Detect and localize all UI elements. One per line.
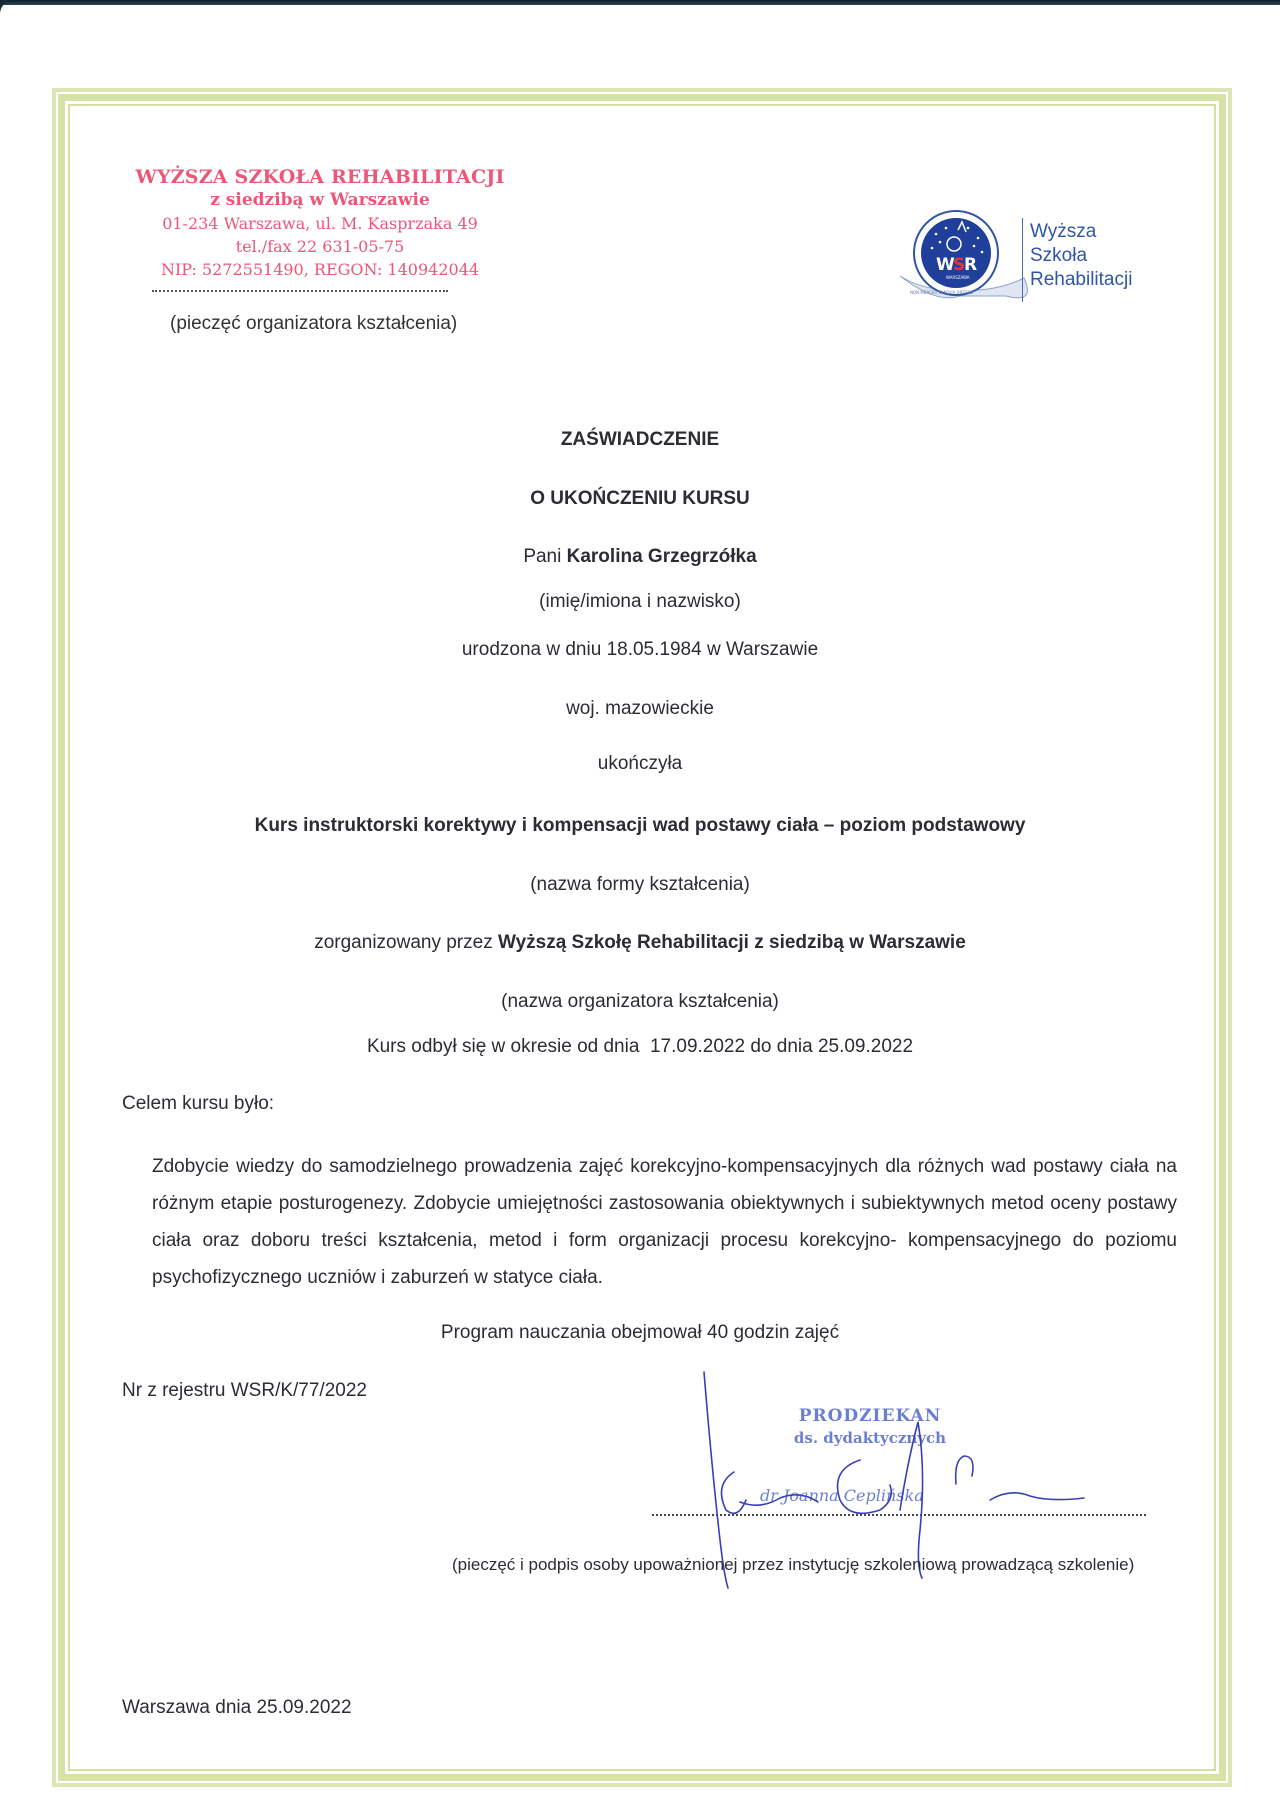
svg-text:WARSZAWA: WARSZAWA bbox=[946, 275, 970, 280]
organizer-line bbox=[0, 932, 1280, 954]
birth-line: urodzona w dniu 18.05.1984 w Warszawie bbox=[461, 639, 819, 660]
completed-line: ukończyła bbox=[597, 753, 683, 774]
document-subtitle: O UKOŃCZENIU KURSU bbox=[530, 488, 750, 509]
province-line: woj. mazowieckie bbox=[566, 698, 714, 719]
logo-divider bbox=[1022, 218, 1023, 302]
recipient-line bbox=[0, 546, 1280, 568]
document-title: ZAŚWIADCZENIE bbox=[560, 429, 720, 450]
course-goal-text: Zdobycie wiedzy do samodzielnego prowadzenia zajęć korekcyjno-kompensacyjnych dla różnych wad postawy ciała na różnym etapie posturogenezy. Zdobycie umiejętności zastosowania obiektywnych i subiektywnych metod oceny postawy ciała oraz doboru treści kształcenia, metod i form organizacji procesu korekcyjno- kompensacyjnego do poziomu psychofizycznego uczniów i zaburzeń w statyce ciała. bbox=[152, 1156, 1177, 1288]
course-goal-label: Celem kursu było: bbox=[122, 1093, 275, 1114]
stamp-line-seat: z siedzibą w Warszawie bbox=[210, 190, 430, 210]
recipient-name: Karolina Grzegrzółka bbox=[566, 546, 757, 567]
logo-text-line-2: Szkoła bbox=[1030, 245, 1088, 266]
signature-caption: (pieczęć i podpis osoby upoważnionej przez instytucję szkoleniową prowadzącą szkolenie) bbox=[452, 1555, 1135, 1574]
stamp-line-phone: tel./fax 22 631-05-75 bbox=[235, 237, 405, 256]
svg-text:S: S bbox=[953, 255, 966, 275]
organizer-stamp bbox=[130, 166, 510, 281]
logo-text-line-3: Rehabilitacji bbox=[1030, 269, 1133, 290]
course-name-caption: (nazwa formy kształcenia) bbox=[530, 874, 750, 895]
organizer-prefix: zorganizowany przez bbox=[314, 932, 493, 953]
scan-corner bbox=[0, 0, 14, 40]
course-name: Kurs instruktorski korektywy i kompensacji wad postawy ciała – poziom podstawowy bbox=[254, 815, 1026, 836]
scan-edge bbox=[0, 0, 1280, 5]
dean-stamp-name: dr Joanna Ceplińska bbox=[760, 1486, 924, 1505]
stamp-caption: (pieczęć organizatora kształcenia) bbox=[170, 313, 458, 334]
organizer-caption: (nazwa organizatora kształcenia) bbox=[501, 991, 779, 1012]
dean-stamp-title: PRODZIEKAN bbox=[798, 1406, 942, 1426]
stamp-dotted-line bbox=[152, 290, 448, 292]
svg-text:W: W bbox=[936, 255, 955, 275]
course-period: Kurs odbył się w okresie od dnia 17.09.2022 do dnia 25.09.2022 bbox=[366, 1036, 914, 1057]
svg-text:R: R bbox=[964, 255, 978, 275]
recipient-prefix: Pani bbox=[523, 546, 562, 567]
register-number: Nr z rejestru WSR/K/77/2022 bbox=[122, 1380, 367, 1401]
recipient-name-caption: (imię/imiona i nazwisko) bbox=[539, 591, 741, 612]
dean-stamp-subtitle: ds. dydaktycznych bbox=[793, 1429, 947, 1447]
stamp-line-institution: WYŻSZA SZKOŁA REHABILITACJI bbox=[135, 166, 505, 188]
stamp-line-tax-ids: NIP: 5272551490, REGON: 140942044 bbox=[160, 260, 480, 279]
place-and-date: Warszawa dnia 25.09.2022 bbox=[122, 1697, 352, 1718]
stamp-line-address: 01-234 Warszawa, ul. M. Kasprzaka 49 bbox=[162, 214, 478, 233]
organizer-name: Wyższą Szkołę Rehabilitacji z siedzibą w Warszawie bbox=[497, 932, 966, 953]
university-logo-text bbox=[1030, 220, 1132, 292]
logo-text-line-1: Wyższa bbox=[1030, 221, 1097, 242]
svg-text:NON MERCES SANQUA DIFFERE: NON MERCES SANQUA DIFFERE bbox=[910, 290, 974, 295]
course-hours: Program nauczania obejmował 40 godzin zajęć bbox=[440, 1322, 840, 1343]
